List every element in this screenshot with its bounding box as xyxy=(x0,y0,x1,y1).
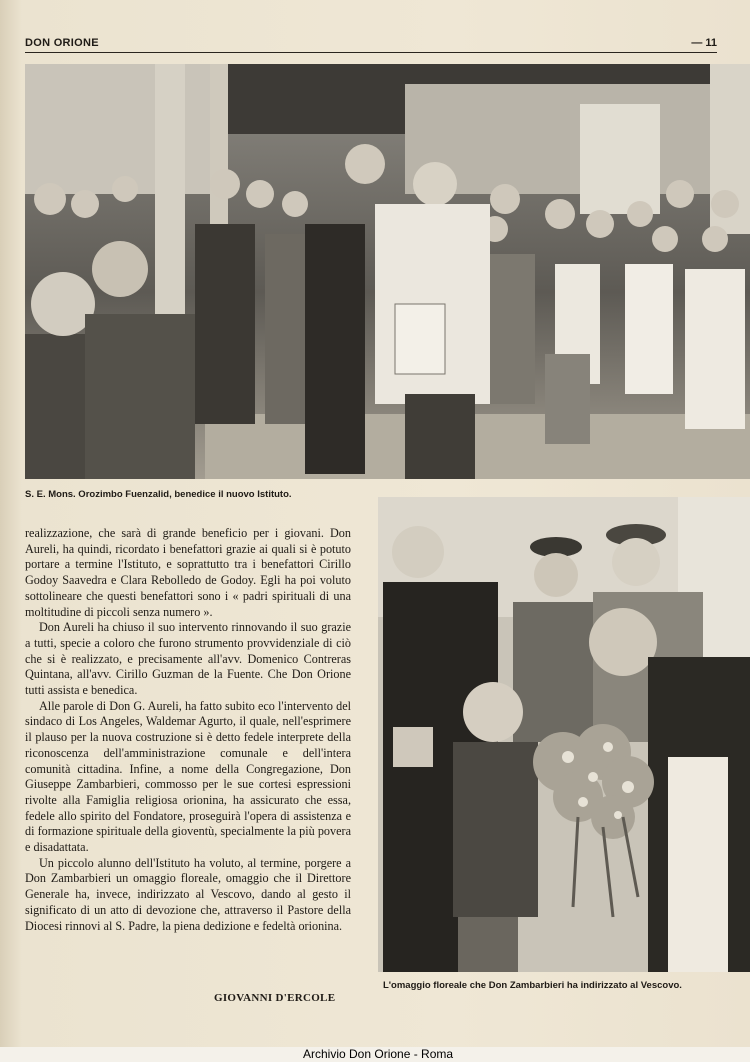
article-paragraph: Un piccolo alunno dell'Istituto ha voluto, al termine, porgere a Don Zambarbieri un omaggio floreale, omaggio che il Direttore Generale ha, invece, indirizzato al Vescovo, dando al gesto il significato di un atto di devozione che, attraverso il Pastore della Diocesi rinnovi al S. Padre, la piena dedizione e fedeltà orionina. xyxy=(25,855,351,933)
flower-offering-photo-image xyxy=(378,497,750,972)
right-photo-caption: L'omaggio floreale che Don Zambarbieri ha indirizzato al Vescovo. xyxy=(383,980,682,991)
blessing-photo xyxy=(25,64,750,479)
blessing-photo-image xyxy=(25,64,750,479)
article-author: GIOVANNI D'ERCOLE xyxy=(214,992,336,1004)
article-paragraph: Alle parole di Don G. Aureli, ha fatto subito eco l'intervento del sindaco di Los Angeles, Waldemar Agurto, il quale, nell'esprimere il plauso per la nuova costruzione si è detto fedele interprete della riconoscenza dell'amministrazione comunale e dell'intera comunità cittadina. Infine, a nome della Congregazione, Don Giuseppe Zambarbieri, commosso per le sue cortesi espressioni rivolte alla Famiglia religiosa orionina, ha assicurato che essa, fedele allo spirito del Fondatore, proseguirà l'opera di assistenza e di formazione spirituale della gioventù, specialmente la più povera e disadattata. xyxy=(25,698,351,855)
page-number: — 11 xyxy=(691,37,717,49)
flower-offering-photo xyxy=(378,497,750,972)
top-photo-caption: S. E. Mons. Orozimbo Fuenzalid, benedice il nuovo Istituto. xyxy=(25,489,292,500)
magazine-title: DON ORIONE xyxy=(25,37,99,49)
archive-footer xyxy=(0,1047,750,1062)
article-body xyxy=(25,526,351,934)
archive-label: Archivio Don Orione - Roma xyxy=(303,1047,454,1061)
article-paragraph: realizzazione, che sarà di grande beneficio per i giovani. Don Aureli, ha quindi, ricordato i benefattori grazie ai quali si è potuto portare a termine l'Istituto, e soprattutto tra i benefattori Cirillo Godoy Saavedra e Clara Rebolledo de Godoy. Egli ha poi voluto sottolineare che questi benefattori sono i « padri spirituali di una moltitudine di piccoli senza numero ». xyxy=(25,526,351,619)
article-paragraph: Don Aureli ha chiuso il suo intervento rinnovando il suo grazie a tutti, specie a coloro che furono strumento provvidenziale di ciò che si è realizzato, e precisamente all'avv. Domenico Contreras Quintana, all'avv. Cirillo Guzman de la Fuente. Che Don Orione tutti assista e benedica. xyxy=(25,620,351,698)
header-divider xyxy=(25,52,717,53)
